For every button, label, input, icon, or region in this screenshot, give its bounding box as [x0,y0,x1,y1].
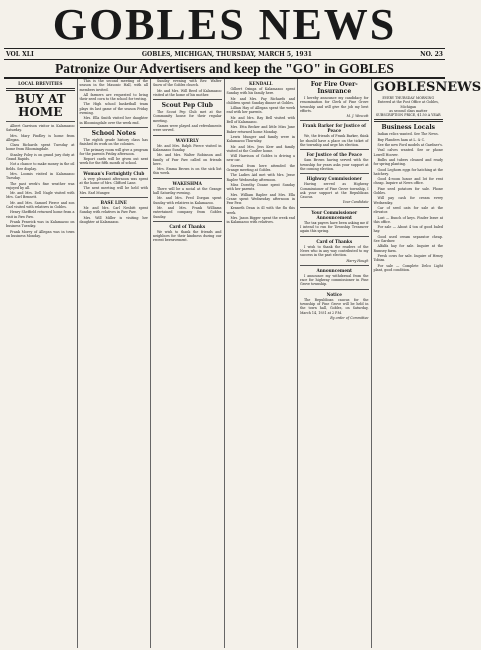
article-item: Mrs. Emma Brown is on the sick list this week. [153,167,222,176]
columns [4,79,481,648]
article-item: Will Harrison of Gobles is driving a new car. [226,154,295,163]
article-item: I wish to thank the readers of the News who in any way contributed to my success in the past election. [300,244,369,258]
article-item: Sunday evening with Rev. Walter Snow of the Gobles church. [153,79,222,88]
card-of-thanks-heading: Card of Thanks [169,223,206,229]
publisher-line: as second class matter [389,108,428,113]
article-item: There will be a social at the Grange hall Saturday evening. [153,186,222,196]
announcement-heading: Announcement [316,267,352,273]
local-brevities-heading: LOCAL BREVITIES [18,81,63,86]
signature: By order of Committee [330,315,369,320]
signature: Harry Hough [346,258,369,263]
business-local-item: Car of seed oats for sale at the elevator. [373,205,443,215]
business-local-item: For sale — About 4 ton of good baled hay. [373,225,443,234]
business-local-item: Alfalfa hay for sale. Inquire at the Rumsey farm. [373,244,443,253]
column-4 [225,79,299,648]
frank-barker-heading: Frank Barker for Justice of Peace [302,123,366,134]
buy-at-home-heading: BUY AT HOME [14,92,66,119]
article-item: Miss Dorothy Doane spent Sunday with her parents. [226,182,295,192]
fire-insurance-heading: For Fire Over-Insurance [310,81,358,95]
article-item: All farmers are requested to bring their seed corn to the school for testing. [79,92,148,102]
article-item: The primary room will give a program for the parents Friday afternoon. [79,147,148,156]
article-item: Mr. and Mrs. Fay Richards and children spent Sunday dinner at Gobles. [226,96,295,105]
wakeshma-heading: WAKESHMA [172,180,202,186]
article-item: The next meeting will be held with Mrs. Earl Munger. [79,186,148,195]
article-item: Mrs. Loomis visited in Kalamazoo Tuesday. [6,171,75,181]
article-item: The High school basketball team plays its last game of the season Friday evening. [79,102,148,116]
article-item: Sam Brown having served with the township for years asks your support at the coming election. [300,158,369,171]
scout-pep-club-heading: Scout Pep Club [161,102,213,110]
column-3 [151,79,225,648]
article-item: Stanley Foley is on grand jury duty at Grand Rapids. [6,152,75,162]
column-6 [372,79,481,648]
issue-number: NO. 23 [420,50,443,58]
article-item: I hereby announce my candidacy for renomination for Clerk of Pine Grove township and will give the job my best efforts. [300,96,369,113]
masthead-title: GOBLES NEWS [52,0,397,49]
business-local-item: Good Leghorn eggs for hatching at the hatchery. [373,167,443,176]
notice-heading: Notice [326,291,342,297]
article-item: Mr. and Mrs. Fred Dorgan spent Sunday with relatives in Kalamazoo. [153,196,222,205]
article-item: Mrs. Jason Bigger spent the week end in Kalamazoo with relatives. [226,216,295,225]
base-line-heading: BASE LINE [100,199,127,205]
gobles-news-nameplate: GOBLESNEWS [373,80,481,95]
article-item: The eighth grade history class has finished its work on the colonies. [79,137,148,147]
article-item: Mr. and Mrs. Samuel Pierce and son Carl visited with relatives in Gobles. [6,200,75,210]
article-item: Lewis Munger and family were in Kalamazoo Thursday. [226,134,295,144]
business-local-item: Indian relics wanted. See The News. [377,132,439,137]
business-local-item: Veal calves wanted. See or phone Lowell Hoover. [373,148,443,157]
article-item: Several from here attended the Grange meeting at Gobles. [226,163,295,173]
article-item: Kenneth Dean is ill with the flu this week. [226,206,295,215]
article-item: Clara Richards spent Tuesday at home from Bloomingdale. [6,143,75,152]
article-item: The past week's fine weather was enjoyed by all. [6,181,75,190]
card-of-thanks-heading: Card of Thanks [316,238,353,244]
article-item: This is the second meeting of the season in the Masonic Hall, with all members invited. [79,79,148,92]
article-item: We, the friends of Frank Barker, think he should have a place on the ticket of the township and urge his election. [300,134,369,148]
article-item: Frank Fenwick was in Kalamazoo on business Tuesday. [6,219,75,229]
business-local-item: Will pay cash for cream every Wednesday. [373,196,443,205]
article-item: Mrs. Will Miller is visiting her daughter at Kalamazoo. [79,215,148,224]
justice-of-peace-heading: For Justice of the Peace [306,152,363,158]
business-local-item: Lost — Bunch of keys. Finder leave at this office. [373,215,443,224]
article-item: Henry Sheffield returned home from a visit in Paw Paw. [6,210,75,219]
article-item: The Ladies Aid met with Mrs. Jesse Raplee Wednesday afternoon. [226,173,295,182]
article-item: Mr. and Mrs. Dell Nagle visited with Mrs. Carl Bennett. [6,191,75,200]
article-item: The tax payers have been asking me if I intend to run for Township Treasurer again this spring. [300,220,369,234]
article-item: Gilbert Ozinga of Kalamazoo spent Sunday with his family here. [226,87,295,96]
place-date: GOBLES, MICHIGAN, THURSDAY, MARCH 5, 1931 [141,50,312,58]
article-item: Games were played and refreshments were served. [153,124,222,133]
publisher-line: SUBSCRIPTION PRICE, $1.50 A YEAR [375,113,441,118]
article-item: The Republican caucus for the township of Pine Grove will be held in the town hall, Gobles, on Saturday, March 14, 1931 at 2 P.M. [300,297,369,315]
publisher-line: Entered at the Post Office at Gobles, Michigan [377,100,439,109]
newspaper-page [4,0,481,648]
school-notes-heading: School Notes [91,129,136,137]
article-item: Mr. and Mrs. Ralph Pierce visited in Kalamazoo Sunday. [153,143,222,152]
column-5 [298,79,372,648]
signature: Your Candidate [342,200,369,205]
article-item: I announce my withdrawal from the race for highway commissioner in Pine Grove township. [300,273,369,287]
business-local-item: Bulbs and tubers cleaned and ready for spring planting. [373,157,443,167]
business-locals-heading: Business Locals [381,124,436,132]
column-1 [4,79,78,648]
article-item: Report cards will be given out next week for the fifth month of school. [79,157,148,166]
article-item: The Scout Pep Club met at the Community house for their regular meeting. [153,110,222,123]
business-local-item: For sale — Complete Delco Light plant, good condition. [373,263,443,272]
business-local-item: Fine seed potatoes for sale. Phone Gobles. [373,186,443,196]
article-item: Mrs. Etta Becker and little Miss June Baker returned home Monday. [226,125,295,134]
business-local-item: Fresh cows for sale. Inquire of Henry Tobias. [373,253,443,263]
commissioner-announcement-heading: Your Commissioner Announcement [311,209,358,220]
article-item: Mr. and Mrs. Jess Kerr and family visited at the Coulter home. [226,144,295,153]
article-item: Mrs. William Raplee and Mrs. Ella Crane spent Wednesday afternoon in Paw Paw. [226,192,295,206]
article-item: Frank Morey of Allegan was in town on business Monday. [6,229,75,238]
kendall-heading: KENDALL [249,81,273,86]
article-item: Lillian Hay of Allegan spent the week end with her parents. [226,106,295,115]
business-local-item: Buy Flanders ham at L. & C. [377,137,426,142]
article-item: Not a chance to make money in the oil fields. See display. [6,162,75,171]
highway-commissioner-heading: Highway Commissioner [306,176,362,182]
column-2 [78,79,152,648]
article-item: We wish to thank the friends and neighbors for their kindness during our recent bereavement. [153,229,222,243]
article-item: Mrs. Ella Smith visited her daughter in Bloomingdale over the week end. [79,116,148,125]
publisher-line: EVERY THURSDAY MORNING [382,96,435,100]
article-item: A very pleasant afternoon was spent at the home of Mrs. Clifford Lane. [79,176,148,186]
business-local-item: See the new Ford models at Gardner's. [377,143,443,148]
business-local-item: Good used cream separator cheap. See Gardner. [373,234,443,244]
volume-label: VOL XLI [6,50,34,58]
womans-club-heading: Woman's Fortnightly Club [83,170,145,176]
article-item: Mr. and Mrs. Carl Nesbitt spent Sunday with relatives in Paw Paw. [79,205,148,215]
business-local-item: Good 4-room house and lot for rent cheap. Inquire at News office. [373,177,443,186]
dateline [4,48,445,60]
article-item: Mr. and Mrs. Will Reed of Kalamazoo visited at the home of his mother. [153,88,222,97]
article-item: Mr. and Mrs. Ray Bell visited with Bell of Kalamazoo. [226,115,295,125]
signature: M. J. Wescott [346,114,369,119]
article-item: Albert Garrison visitor in Kalamazoo Saturday. [6,124,75,133]
article-item: Mr. and Mrs. Walter Robinson and family of Paw Paw called on friends here. [153,153,222,166]
waverly-heading: WAVERLY [175,137,199,143]
banner-slogan: Patronize Our Advertisers and keep the "GO" in GOBLES [4,60,445,79]
article-item: Mr. and Mrs. Frank Williams entertained company from Gobles Sunday. [153,205,222,219]
article-item: Having served as Highway Commissioner of Pine Grove township, I ask your support at the Republican Caucus. [300,182,369,200]
article-item: Mrs. Mary Findley is home from Allegan. [6,133,75,142]
